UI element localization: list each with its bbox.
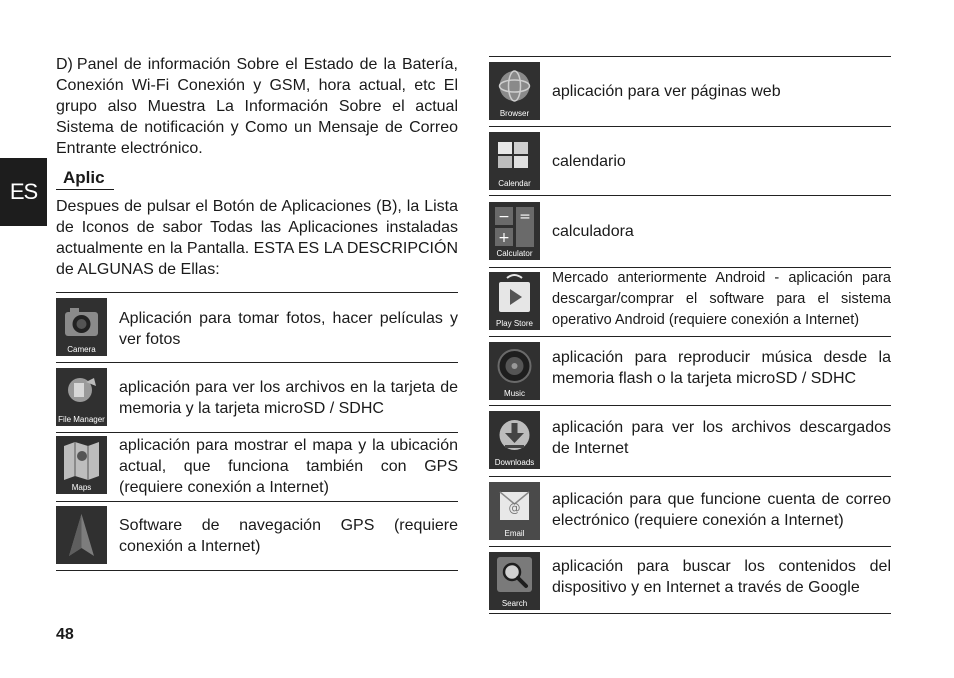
app-row-music <box>489 336 891 405</box>
app-description: aplicación para ver los archivos en la tarjeta de memoria y la tarjeta microSD / SDHC <box>119 379 458 417</box>
icon-caption: Play Store <box>496 319 533 328</box>
paragraph-d-text: Panel de información Sobre el Estado de la Batería, Conexión Wi-Fi Conexión y GSM, hora actual, etc El grupo also Muestra La Información Sobre el actual Sistema de notificación y Como un Mensaje de Correo Entrante electrónico. <box>56 56 458 157</box>
svg-text:=: = <box>519 209 531 225</box>
app-description: Aplicación para tomar fotos, hacer películas y ver fotos <box>119 310 458 348</box>
app-row-camera <box>56 292 458 362</box>
app-description: aplicación para mostrar el mapa y la ubicación actual, que funciona también con GPS (requiere conexión a Internet) <box>119 437 458 496</box>
svg-text:@: @ <box>508 501 521 515</box>
play-store-icon <box>489 272 540 330</box>
app-description: aplicación para ver los archivos descargados de Internet <box>552 419 891 457</box>
icon-caption: Music <box>504 389 525 398</box>
app-description: Software de navegación GPS (requiere conexión a Internet) <box>119 517 458 555</box>
paragraph-marker: D) <box>56 56 73 73</box>
app-description: Mercado anteriormente Android - aplicación para descargar/comprar el software para el sistema operativo Android (requiere conexión a Internet) <box>552 270 891 328</box>
downloads-icon <box>489 411 540 469</box>
icon-caption: Browser <box>499 109 530 118</box>
page-number: 48 <box>56 626 74 643</box>
icon-caption: Camera <box>67 345 96 354</box>
file-manager-icon <box>56 368 107 426</box>
browser-icon <box>489 62 540 120</box>
svg-text:−: − <box>498 209 510 225</box>
icon-caption: File Manager <box>58 415 105 424</box>
app-description: calendario <box>552 153 626 170</box>
app-row-search <box>489 546 891 614</box>
app-row-browser <box>489 56 891 126</box>
icon-caption: Calculator <box>496 249 533 258</box>
section-heading: Aplic <box>56 167 114 190</box>
app-description: calculadora <box>552 223 634 240</box>
app-description: aplicación para que funcione cuenta de correo electrónico (requiere conexión a Internet) <box>552 491 891 529</box>
app-row-play-store <box>489 267 891 336</box>
navigation-icon <box>56 506 107 564</box>
maps-icon <box>56 436 107 494</box>
icon-caption: Search <box>501 599 528 608</box>
paragraph-d <box>56 54 458 159</box>
camera-icon <box>56 298 107 356</box>
app-row-file-manager <box>56 362 458 432</box>
right-app-list <box>489 56 891 614</box>
app-description: aplicación para reproducir música desde la memoria flash o la tarjeta microSD / SDHC <box>552 349 891 387</box>
calculator-icon <box>489 202 540 260</box>
music-icon <box>489 342 540 400</box>
app-row-downloads <box>489 405 891 476</box>
app-description: aplicación para buscar los contenidos del dispositivo y en Internet a través de Google <box>552 558 891 596</box>
icon-caption: Calendar <box>498 179 531 188</box>
language-tab: ES <box>0 158 47 226</box>
app-description: aplicación para ver páginas web <box>552 83 781 100</box>
icon-caption: Maps <box>71 483 92 492</box>
left-app-list <box>56 292 458 571</box>
calendar-icon <box>489 132 540 190</box>
icon-caption: Email <box>504 529 525 538</box>
svg-text:+: + <box>498 230 510 246</box>
app-row-maps <box>56 432 458 501</box>
icon-caption: Downloads <box>494 458 535 467</box>
app-row-calendar <box>489 126 891 195</box>
app-row-navigation <box>56 501 458 571</box>
search-icon <box>489 552 540 610</box>
app-row-email <box>489 476 891 546</box>
email-icon <box>489 482 540 540</box>
app-row-calculator <box>489 195 891 267</box>
intro-paragraph: Despues de pulsar el Botón de Aplicaciones (B), la Lista de Iconos de sabor Todas las Aplicaciones instaladas actualmente en la Pantalla. ESTA ES LA DESCRIPCIÓN de ALGUNAS de Ellas: <box>56 198 458 278</box>
